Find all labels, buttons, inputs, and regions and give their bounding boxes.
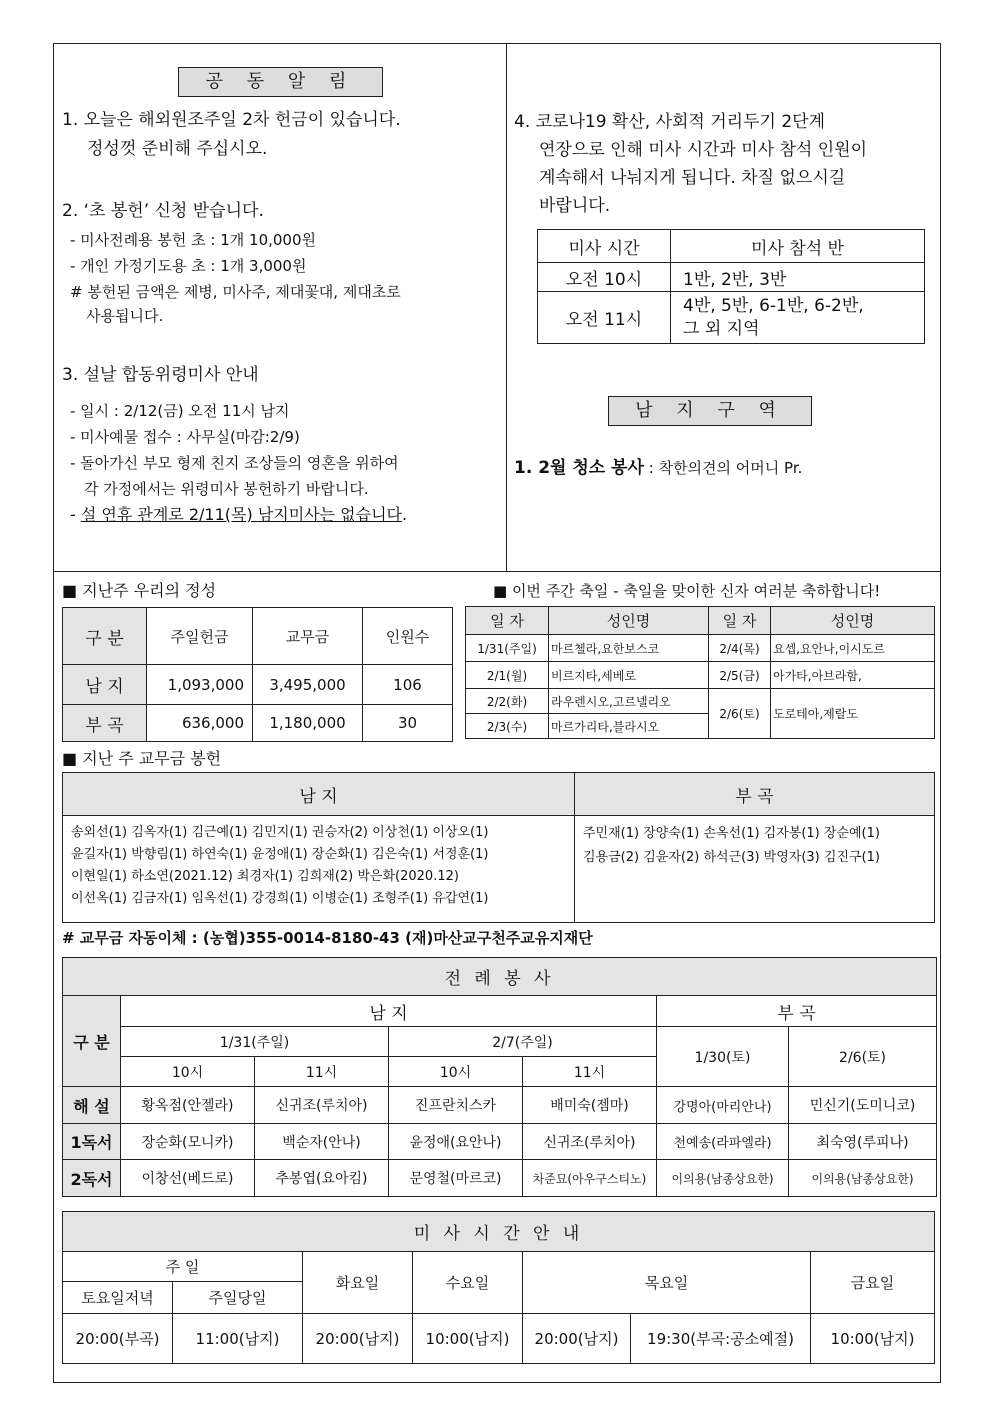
mass-time-cell: 11:00(남지) (173, 1314, 303, 1364)
table-header: 부 곡 (575, 773, 935, 816)
column-divider (506, 43, 507, 571)
time-header: 10시 (121, 1057, 255, 1087)
time-header: 11시 (523, 1057, 657, 1087)
notice-2-body (70, 227, 505, 327)
table-cell: 윤정애(요안나) (389, 1124, 523, 1160)
table-cell: 오전 10시 (538, 263, 671, 292)
day-header: 수요일 (413, 1252, 523, 1314)
notice-3-line: - 돌아가신 부모 형제 친지 조상들의 영혼을 위하여 (70, 454, 399, 472)
feast-saints: 도로테아,제랄도 (771, 689, 935, 739)
mass-time-cell: 20:00(남지) (303, 1314, 413, 1364)
date-header: 1/30(토) (657, 1027, 789, 1087)
table-cell: 이의용(남종상요한) (657, 1160, 789, 1197)
table-cell: 이의용(남종상요한) (789, 1160, 937, 1197)
table-cell: 진프란치스카 (389, 1087, 523, 1124)
table-cell: 최숙영(루피나) (789, 1124, 937, 1160)
table-cell: 30 (363, 705, 453, 742)
notice-2-line: # 봉헌된 금액은 제병, 미사주, 제대꽃대, 제대초로 (70, 283, 401, 301)
notice-4 (514, 108, 934, 220)
feast-saints: 마르첼라,요한보스코 (549, 635, 709, 662)
notice-3-line: 각 가정에서는 위령미사 봉헌하기 바랍니다. (84, 480, 369, 498)
table-cell: 추봉엽(요아킴) (255, 1160, 389, 1197)
mass-time-cell: 20:00(남지) (523, 1314, 631, 1364)
notice-3-line: - 미사예물 접수 : 사무실(마감:2/9) (70, 428, 300, 446)
table-header: 성인명 (771, 607, 935, 635)
cleaning-text: : 착한의견의 어머니 Pr. (643, 459, 803, 477)
row-label: 해 설 (63, 1087, 121, 1124)
liturgy-table (62, 957, 937, 1197)
feast-title: ■ 이번 주간 축일 - 축일을 맞이한 신자 여러분 축하합니다! (493, 582, 881, 600)
table-cell: 이창선(베드로) (121, 1160, 255, 1197)
day-header: 목요일 (523, 1252, 811, 1314)
table-cell (671, 292, 925, 344)
date-header: 2/6(토) (789, 1027, 937, 1087)
table-cell-line: 4반, 5반, 6-1반, 6-2반, (683, 295, 864, 316)
notice-4-line: 계속해서 나눠지게 됩니다. 차질 없으시길 (539, 168, 846, 188)
notice-3-line: - 일시 : 2/12(금) 오전 11시 남지 (70, 402, 290, 420)
table-cell: 백순자(안나) (255, 1124, 389, 1160)
table-header: 주일헌금 (147, 608, 253, 665)
table-cell: 장순화(모니카) (121, 1124, 255, 1160)
table-header: 남 지 (121, 996, 657, 1027)
dues-line: 윤길자(1) 박향림(1) 하연숙(1) 윤정애(1) 장순화(1) 김은숙(1) 서정훈(1) (71, 847, 489, 862)
table-cell: 오전 11시 (538, 292, 671, 344)
notice-2-line: 사용됩니다. (86, 307, 164, 325)
notice-1-line: 1. 오늘은 해외원조주일 2차 헌금이 있습니다. (62, 110, 401, 130)
table-cell: 배미숙(젬마) (523, 1087, 657, 1124)
row-label: 2독서 (63, 1160, 121, 1197)
table-cell: 문영철(마르코) (389, 1160, 523, 1197)
mass-time-cell: 10:00(남지) (413, 1314, 523, 1364)
table-cell: 1반, 2반, 3반 (671, 263, 925, 292)
table-cell: 3,495,000 (253, 665, 363, 705)
dues-namji-list (63, 816, 575, 923)
dues-bugok-list (575, 816, 935, 923)
table-header: 인원수 (363, 608, 453, 665)
notice-1 (62, 106, 401, 164)
table-cell: 신귀조(루치아) (255, 1087, 389, 1124)
table-cell: 강명아(마리안나) (657, 1087, 789, 1124)
notice-3-body (70, 398, 505, 528)
notice-2-line: - 개인 가정기도용 초 : 1개 3,000원 (70, 257, 307, 275)
feast-date: 2/1(월) (466, 662, 549, 689)
notice-4-line: 4. 코로나19 확산, 사회적 거리두기 2단계 (514, 112, 825, 132)
feast-date: 2/3(수) (466, 714, 549, 739)
table-header: 일 자 (709, 607, 771, 635)
row-label: 남 지 (63, 665, 147, 705)
dues-line: 송외선(1) 김옥자(1) 김근예(1) 김민지(1) 권승자(2) 이상천(1) 이상오(1) (71, 825, 489, 840)
feast-saints: 비르지타,세베로 (549, 662, 709, 689)
offering-title: ■ 지난주 우리의 정성 (62, 581, 217, 600)
day-header: 주일당일 (173, 1282, 303, 1314)
time-header: 11시 (255, 1057, 389, 1087)
offering-table (62, 607, 453, 742)
dues-line: 이현일(1) 하소연(2021.12) 최경자(1) 김희재(2) 박은화(2020.12) (71, 869, 459, 884)
mass-time-title: 미 사 시 간 안 내 (63, 1212, 935, 1252)
table-cell: 1,093,000 (147, 665, 253, 705)
date-header: 1/31(주일) (121, 1027, 389, 1057)
table-cell: 차준묘(아우구스티노) (523, 1160, 657, 1197)
mass-time-cell: 19:30(부곡:공소예절) (631, 1314, 811, 1364)
table-header: 남 지 (63, 773, 575, 816)
bullet: - (70, 505, 81, 524)
time-header: 10시 (389, 1057, 523, 1087)
section-divider (53, 571, 941, 572)
feast-date: 2/5(금) (709, 662, 771, 689)
feast-date: 2/4(목) (709, 635, 771, 662)
feast-date: 2/2(화) (466, 689, 549, 714)
dues-title: ■ 지난 주 교무금 봉헌 (62, 749, 222, 768)
liturgy-title: 전 례 봉 사 (63, 958, 937, 996)
notice-1-line: 정성껏 준비해 주십시오. (87, 139, 268, 159)
period: . (402, 505, 408, 524)
table-cell: 민신기(도미니코) (789, 1087, 937, 1124)
day-header: 주 일 (63, 1252, 303, 1282)
notice-3-heading: 3. 설날 합동위령미사 안내 (62, 365, 259, 385)
table-header: 미사 시간 (538, 230, 671, 263)
table-cell: 1,180,000 (253, 705, 363, 742)
table-cell: 신귀조(루치아) (523, 1124, 657, 1160)
dues-line: 김용금(2) 김윤자(2) 하석근(3) 박영자(3) 김진구(1) (583, 850, 880, 865)
table-header: 일 자 (466, 607, 549, 635)
feast-date: 1/31(주일) (466, 635, 549, 662)
autopay-info: # 교무금 자동이체 : (농협)355-0014-8180-43 (재)마산교구천주교유지재단 (62, 929, 593, 947)
dues-table (62, 772, 935, 923)
notice-2-line: - 미사전례용 봉헌 초 : 1개 10,000원 (70, 231, 317, 249)
table-header: 구 분 (63, 608, 147, 665)
table-header: 성인명 (549, 607, 709, 635)
feast-saints: 라우렌시오,고르넬리오 (549, 689, 709, 714)
table-cell: 636,000 (147, 705, 253, 742)
feast-table (465, 606, 935, 739)
dues-line: 이선옥(1) 김금자(1) 임옥선(1) 강경희(1) 이병순(1) 조형주(1) 유갑연(1) (71, 891, 489, 906)
table-cell: 천예송(라파엘라) (657, 1124, 789, 1160)
mass-attendance-table (537, 229, 925, 344)
row-label: 1독서 (63, 1124, 121, 1160)
day-header: 화요일 (303, 1252, 413, 1314)
namji-cleaning (514, 454, 802, 483)
notice-title: 공 동 알 림 (178, 67, 383, 97)
notice-4-line: 연장으로 인해 미사 시간과 미사 참석 인원이 (539, 140, 868, 160)
feast-saints: 요셉,요안나,이시도르 (771, 635, 935, 662)
day-header: 금요일 (811, 1252, 935, 1314)
cleaning-label: 1. 2월 청소 봉사 (514, 458, 644, 478)
row-label: 부 곡 (63, 705, 147, 742)
row-label: 구 분 (63, 996, 121, 1087)
feast-saints: 마르가리타,블라시오 (549, 714, 709, 739)
table-cell-line: 그 외 지역 (683, 318, 760, 339)
namji-title: 남 지 구 역 (608, 396, 812, 426)
table-cell: 황옥점(안젤라) (121, 1087, 255, 1124)
day-header: 토요일저녁 (63, 1282, 173, 1314)
table-header: 교무금 (253, 608, 363, 665)
notice-3-last-line (70, 502, 505, 528)
mass-time-table (62, 1211, 935, 1364)
feast-date: 2/6(토) (709, 689, 771, 739)
no-mass-notice: 설 연휴 관계로 2/11(목) 남지미사는 없습니다 (80, 505, 402, 524)
table-header: 부 곡 (657, 996, 937, 1027)
mass-time-cell: 10:00(남지) (811, 1314, 935, 1364)
table-cell: 106 (363, 665, 453, 705)
notice-4-line: 바랍니다. (539, 196, 611, 216)
notice-2-heading: 2. ‘초 봉헌’ 신청 받습니다. (62, 201, 264, 221)
feast-saints: 아가타,아브라함, (771, 662, 935, 689)
table-header: 미사 참석 반 (671, 230, 925, 263)
mass-time-cell: 20:00(부곡) (63, 1314, 173, 1364)
dues-line: 주민재(1) 장양숙(1) 손옥선(1) 김자봉(1) 장순예(1) (583, 826, 880, 841)
date-header: 2/7(주일) (389, 1027, 657, 1057)
